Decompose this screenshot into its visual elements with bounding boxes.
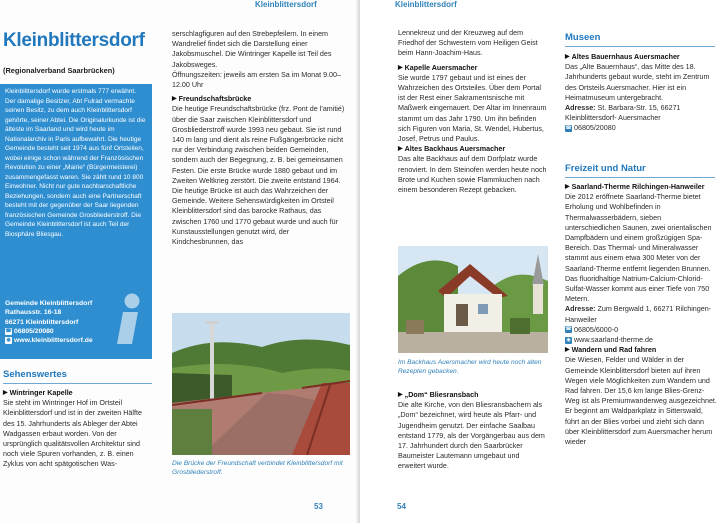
entry-text: Die heutige Freundschaftsbrücke (frz. Pont de l’amitié) über die Saar zwischen Kleinblittersdorf und Grosbliederstroff wurde 1993 neu gebaut. Sie ist rund 140 m lang und dient als reine Fußgängerbrücke nicht nur der Verbindung zwischen beiden Gemeinden, sondern auch der Begegnung, z. B. bei gemeinsamen Festen. Die erste Brücke wurde 1880 gebaut und im Zweiten Weltkrieg zerstört. Die zweite entstand 1964. Die heutige Brücke ist auch das Wahrzeichen der Gemeinde. Weitere Sehenswürdigkeiten im Ortsteil Kleinblittersdorf sind das barocke Rathaus, das zwischen 1760 und 1770 gebaut wurde und auch für Kunstausstellungen genutzt wird, der Kindchesbrunnen, das: [172, 105, 345, 247]
section-divider: [565, 177, 715, 178]
therme-entry: [565, 182, 717, 447]
section-title-museen: Museen: [565, 32, 601, 43]
entry-title: Freundschaftsbrücke: [178, 95, 252, 104]
triangle-right-icon: ▶: [565, 54, 570, 60]
triangle-right-icon: ▶: [565, 184, 570, 190]
address-line: Rathausstr. 16-18: [5, 309, 62, 317]
wintringer-kapelle: [3, 388, 153, 470]
entry-title: Saarland-Therme Rilchingen-Hanweiler: [571, 183, 705, 191]
page-title: Kleinblittersdorf: [3, 30, 145, 51]
address-value: Zum Bergwald 1, 66271 Rilchingen-Hanweiler: [565, 305, 712, 324]
info-icon: [112, 292, 146, 346]
triangle-right-icon: ▶: [398, 146, 403, 153]
paragraph: Lennekreuz und der Kreuzweg auf dem Friedhof der Schwestern vom Heiligen Geist beim Hann-Joachim-Haus.: [398, 29, 538, 58]
bridge-photo: [172, 313, 350, 455]
triangle-right-icon: ▶: [398, 392, 403, 398]
entry-text: Die Wiesen, Felder und Wälder in der Gemeinde Kleinblittersdorf bieten auf ihren Wegen viele Möglichkeiten zum Wandern und Rad fahren. Der 15,6 km lange Blies-Grenz-Weg ist als Premiumwanderweg ausgezeichnet. Er beginnt am Waldparkplatz in Sitterswald, führt an der Blies vorbei und zieht sich dann über Kleinblittersdorf zum Auersmacher herum wieder: [565, 356, 717, 447]
section-divider: [3, 383, 152, 384]
entry-head: [565, 182, 717, 192]
dom-bliesransbach: [398, 390, 548, 472]
entry-title: Altes Backhaus Auersmacher: [404, 145, 506, 154]
entry-head: [398, 390, 548, 400]
running-head: Kleinblittersdorf: [395, 0, 457, 9]
entry-title: Wandern und Rad fahren: [571, 346, 657, 355]
phone-row: [565, 325, 717, 335]
entry-title: Wintringer Kapelle: [9, 389, 73, 397]
address-line: 66271 Kleinblittersdorf: [5, 318, 79, 326]
address-label: Adresse:: [565, 305, 596, 314]
page-number: 54: [397, 502, 406, 511]
section-title-sehenswertes: Sehenswertes: [3, 369, 67, 380]
globe-icon: ◉: [566, 336, 571, 343]
address-label: Adresse:: [565, 104, 596, 113]
running-head: Kleinblittersdorf: [255, 0, 317, 9]
photo-caption: Die Brücke der Freundschaft verbindet Kleinblittersdorf mit Grosbliederstroff.: [172, 460, 343, 476]
entry-text: Sie wurde 1797 gebaut und ist eines der Wahrzeichen des Ortsteiles. Über dem Portal ist der Rest einer Sakramentsnische mit Maßwerk eingemauert. Der Altar im Innenraum stammt um das Jahr 1790. Um ihn befinden sich Figuren von Maria, St. Wendel, Hubertus, Josef, Petrus und Paulus.: [398, 73, 547, 144]
phone-icon: ☎: [565, 125, 572, 132]
info-box-intro: Kleinblittersdorf wurde erstmals 777 erwähnt. Der damalige Besitzer, Abt Fulrad vermachte seinen Besitz, zu dem auch Kleinblittersdorf gehörte, seiner Abtei. Die Originalurkunde ist die älteste im Saarland und wird heute im Nationalarchiv in Paris aufbewahrt. Die heutige Gemeinde besteht seit 1974 aus fünf Ortsteilen, wobei einige schon während der Französischen Revolution zu einer „Mairie“ (Bürgermeisterei) zusammengefasst waren. Sie zählt rund 10 800 Einwohner. Nicht nur gute nachbarschaftliche Beziehungen, sondern auch eine Partnerschaft besteht mit der gegenüber der Saar liegenden französischen Gemeinde Grosbliederstroff. Die Gemeinde Kleinblittersdorf ist auch Teil der Biosphäre Bliesgau.: [5, 88, 146, 238]
phone-number: 06805/6000-0: [574, 325, 619, 334]
entry-text: Das „Alte Bauernhaus“, das Mitte des 18. Jahrhunderts gebaut wurde, steht im Zentrum des Ortsteils Auersmacher. Hier ist ein Heimatmuseum untergebracht.: [565, 63, 710, 102]
entry-head: [172, 94, 348, 104]
address-line: Gemeinde Kleinblittersdorf: [5, 300, 93, 307]
entry-head: [398, 144, 548, 154]
right-column-1: [398, 28, 548, 195]
section-title-freizeit: Freizeit und Natur: [565, 163, 646, 174]
entry-head: [3, 388, 153, 398]
info-box: [0, 84, 152, 359]
entry-text: Die 2012 eröffnete Saarland-Therme bietet Erholung und Wohlbefinden in Thermalwasserbädern, sieben unterschiedlichen Saunen, zwei orientalischen Dampfbädern und einem großzügigen Spa-Bereich. Das Thermal- und Mineralwasser stammt aus einem etwa 300 Meter von der Saarland-Therme entfernt liegenden Brunnen. Das fluoridhaltige Natrium-Calcium-Chlorid-Sulfat-Wasser kommt aus einer Tiefe von 750 Metern.: [565, 193, 712, 304]
phone-icon: ☎: [565, 326, 572, 333]
info-box-phone: [5, 327, 93, 336]
entry-text: Das alte Backhaus auf dem Dorfplatz wurde renoviert. In dem Steinofen werden heute noch Brote und Kuchen sowie Flammkuchen nach einem besonderen Rezept gebacken.: [398, 155, 547, 195]
backhaus-photo: [398, 246, 548, 353]
web-row[interactable]: [565, 335, 717, 345]
entry-title: Kapelle Auersmacher: [404, 63, 478, 72]
triangle-right-icon: ▶: [398, 64, 403, 71]
address: [565, 304, 717, 324]
phone-icon: ☎: [5, 328, 12, 335]
triangle-right-icon: ▶: [3, 390, 8, 396]
entry-title: „Dom“ Bliesransbach: [404, 391, 479, 399]
phone-number: 06805/20080: [14, 327, 54, 335]
address: [565, 103, 715, 123]
opening-hours: Öffnungszeiten: jeweils am ersten Sa im Monat 9.00–12.00 Uhr: [172, 70, 341, 90]
info-box-address: [5, 299, 93, 345]
backhaus-photo-image: [398, 246, 548, 353]
info-box-web[interactable]: [5, 336, 93, 345]
entry-head: [398, 63, 548, 73]
phone-row: [565, 123, 715, 133]
entry-head: [565, 52, 715, 62]
entry-text: Die alte Kirche, von den Bliesransbachern als „Dom“ bezeichnet, wird heute als Pfarr- und Jugendheim genutzt. Der einfache Saalbau entstand 1779, als der Vorgängerbau aus dem 17. Jahrhundert durch den Saarbrücker Baumeister Lautemann umgebaut und erweitert wurde.: [398, 401, 545, 471]
section-divider: [565, 46, 715, 47]
entry-head: [565, 345, 717, 355]
phone-number: 06805/20080: [574, 124, 616, 133]
bridge-photo-image: [172, 313, 350, 455]
paragraph: serschlagfiguren auf den Strebepfeilern. In einem Wandrelief findet sich die Darstellung einer Jakobsmuschel. Die Wintringer Kapelle ist Teil des Jakobsweges.: [172, 30, 332, 69]
triangle-right-icon: ▶: [172, 96, 177, 103]
page-number: 53: [314, 502, 323, 511]
triangle-right-icon: ▶: [565, 347, 570, 354]
entry-title: Altes Bauernhaus Auersmacher: [571, 53, 680, 61]
address-value: St. Barbara-Str. 15, 66271 Kleinblittersdorf- Auersmacher: [565, 104, 681, 123]
website-link[interactable]: www.saarland-therme.de: [574, 336, 653, 345]
entry-text: Sie steht im Wintringer Hof im Ortsteil Kleinblittersdorf und ist in der zweiten Hälfte des 15. Jahrhunderts als Ableger der Abtei Wadgassen erbaut worden. Von der ursprünglich qualitätsvollen Architektur sind noch viele Spuren vorhanden, z. B. einen Zyklus von acht spätgotischen Was-: [3, 399, 142, 469]
right-page: [360, 0, 720, 523]
page-subtitle: (Regionalverband Saarbrücken): [3, 66, 115, 75]
website-link[interactable]: www.kleinblittersdorf.de: [14, 337, 93, 345]
photo-caption: Im Backhaus Auersmacher wird heute noch alten Rezepten gebacken.: [398, 359, 542, 375]
bauernhaus-entry: [565, 52, 715, 134]
left-column-2: [172, 29, 348, 247]
globe-icon: ◉: [6, 337, 11, 344]
